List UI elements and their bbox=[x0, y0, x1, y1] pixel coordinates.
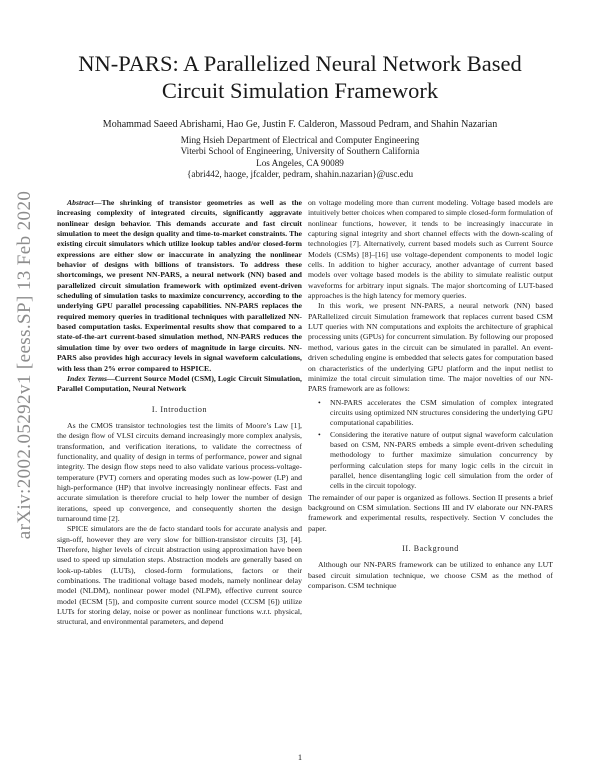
paper-title bbox=[40, 50, 560, 104]
bullet-icon: • bbox=[318, 429, 321, 439]
title-line-1: NN-PARS: A Parallelized Neural Network Based bbox=[78, 51, 522, 76]
affiliation-block bbox=[40, 135, 560, 180]
list-item-text: Considering the iterative nature of output signal waveform calculation based on CSM, NN-PARS embeds a simple event-driven scheduling methodology to further maximize simulation concurrency by performing calculation steps for many logic cells in the circuit in parallel, hence disentangling logic cell simulation from the order of cells in the circuit topology. bbox=[330, 429, 553, 491]
abstract-label: Abstract bbox=[67, 198, 94, 207]
section-heading-background: II. Background bbox=[402, 544, 459, 553]
index-terms-label: Index Terms bbox=[67, 373, 108, 383]
right-column bbox=[308, 198, 553, 591]
intro-paragraph-2: SPICE simulators are the de facto standard tools for accurate analysis and sign-off, however they are very slow for billion-transistor circuits [3], [4]. Therefore, higher levels of circuit abstraction using approximation have been used to speed up simulation steps. Abstraction models are generally based on look-up-tables (LUTs), closed-form formulations, factors or their combinations. The traditional voltage based models, namely nonlinear delay model (NLDM), nonlinear power model (NLPM), effective current source model (ECSM [5]), and composite current source model (CCSM [6]) utilize LUTs for storing delay, noise or power as nonlinear functions w.r.t. physical, structural, and environmental parameters, and depend bbox=[57, 524, 302, 627]
right-paragraph-1: on voltage modeling more than current modeling. Voltage based models are intuitively better choices when compared to simple closed-form formulation of nonlinear functions, however, it tends to be increasingly inaccurate in capturing signal integrity and short channel effects with the down-scaling of technologies [7]. Alternatively, current based models such as Current Source Models (CSMs) [8]–[16] use voltage-dependent components to model logic cells. In addition to higher accuracy, another advantage of current based models over voltage based models is the ability to simulate realistic output waveforms for arbitrary input signals. The major shortcoming of LUT-based approaches is the high latency for memory queries. bbox=[308, 198, 553, 301]
list-item bbox=[318, 429, 553, 492]
list-item bbox=[318, 397, 553, 429]
affiliation-line: Viterbi School of Engineering, University of Southern California bbox=[180, 146, 420, 157]
right-paragraph-3: The remainder of our paper is organized as follows. Section II presents a brief background on CSM simulation. Sections III and IV elaborate our NN-PARS framework and experimental results, respectively. Section V concludes the paper. bbox=[308, 492, 553, 533]
affiliation-line: Los Angeles, CA 90089 bbox=[256, 157, 344, 168]
left-column bbox=[57, 198, 302, 628]
right-paragraph-4: Although our NN-PARS framework can be utilized to enhance any LUT based circuit simulation technique, we choose CSM as the method of comparison. CSM technique bbox=[308, 560, 553, 591]
intro-paragraph-1: As the CMOS transistor technologies test the limits of Moore’s Law [1], the design flow of VLSI circuits demand increasingly more complex analysis, transformation, and verification iterations, to validate the correctness of functionality, and quality of design in terms of performance, power and signal integrity. The design flow steps need to also validate various process-voltage-temperature (PVT) corners and operating modes such as low-power (LP) and high-performance (HP) that involve increasingly nonlinear effects. Fast and accurate simulation is therefore crucial to help lower the number of design iterations, speed up convergence, and consequently shorten the design turnaround time [2]. bbox=[57, 420, 302, 523]
abstract bbox=[57, 198, 302, 395]
bullet-icon: • bbox=[318, 397, 321, 407]
index-terms bbox=[57, 374, 302, 395]
page-number: 1 bbox=[297, 752, 303, 762]
author-emails: {abri442, haoge, jfcalder, pedram, shahin.nazarian}@usc.edu bbox=[186, 168, 414, 179]
abstract-paragraph bbox=[57, 198, 302, 374]
abstract-text: —The shrinking of transistor geometries as well as the increasing complexity of integrated circuits, significantly aggravate nonlinear design behavior. This demands accurate and fast circuit simulation to meet the design quality and time-to-market constraints. The existing circuit simulators which utilize lookup tables and/or closed-form expressions are either slow or inaccurate in analyzing the nonlinear behavior of designs with billions of transistors. To address these shortcomings, we present NN-PARS, a neural network (NN) based and parallelized circuit simulation framework with optimized event-driven scheduling of simulation tasks to maximize concurrency, according to the underlying GPU parallel processing capabilities. NN-PARS replaces the required memory queries in traditional techniques with parallelized NN-based computation tasks. Experimental results show that compared to a state-of-the-art current-based simulation method, NN-PARS reduces the simulation time by over two orders of magnitude in large circuits. NN-PARS also provides high accuracy levels in signal waveform calculations, with less than 2% error compared to HSPICE. bbox=[57, 198, 302, 373]
affiliation-line: Ming Hsieh Department of Electrical and Computer Engineering bbox=[180, 135, 420, 145]
section-heading-introduction: I. Introduction bbox=[151, 404, 208, 414]
right-paragraph-2: In this work, we present NN-PARS, a neural network (NN) based PARallelized circuit Simulation framework that replaces current based CSM LUT queries with NN computations and exploits the architecture of graphical processing units (GPUs) for concurrent simulation. By following our proposed method, various gates in the circuit can be simulated in parallel. An event-driven scheduling engine is embedded that selects gates for computation based on characteristics of the underlying GPU platform and the input netlist to minimize the total circuit simulation time. The major novelties of our NN-PARS framework are as follows: bbox=[308, 301, 553, 394]
title-line-2: Circuit Simulation Framework bbox=[161, 78, 439, 103]
arxiv-identifier: arXiv:2002.05292v1 [eess.SP] 13 Feb 2020 bbox=[13, 190, 35, 540]
novelty-list bbox=[308, 398, 553, 492]
author-list: Mohammad Saeed Abrishami, Hao Ge, Justin F. Calderon, Massoud Pedram, and Shahin Nazarian bbox=[102, 119, 498, 130]
arxiv-sidebar bbox=[13, 140, 36, 590]
index-terms-text: —Current Source Model (CSM), Logic Circuit Simulation, Parallel Computation, Neural Network bbox=[57, 373, 302, 394]
list-item-text: NN-PARS accelerates the CSM simulation of complex integrated circuits using optimized NN structures considering the underlying GPU computational capabilities. bbox=[330, 397, 553, 428]
